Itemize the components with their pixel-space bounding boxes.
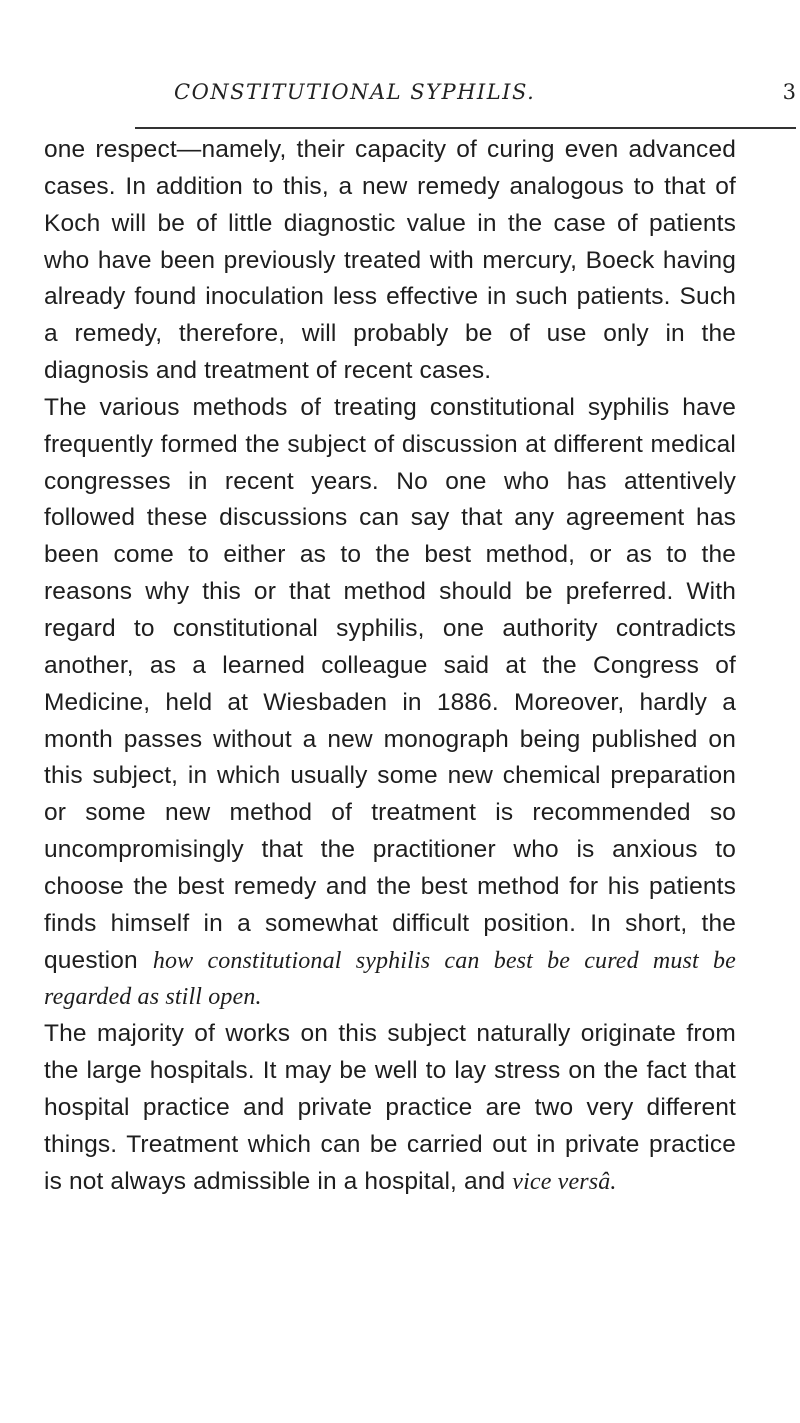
paragraph-3-italic-text: vice versâ. xyxy=(512,1168,617,1195)
header-rule xyxy=(135,127,796,129)
paragraph-3 xyxy=(44,1016,736,1200)
paragraph-3-text: The majority of works on this subject naturally originate from the large hospitals. It may be well to lay stress on the fact that hospital practice and private practice are two very different things. Treatment which can be carried out in private practice is not always admissible in a hospital, and xyxy=(44,1020,736,1195)
paragraph-2 xyxy=(44,390,736,1016)
running-title: CONSTITUTIONAL SYPHILIS. xyxy=(174,80,536,104)
paragraph-2-italic-text: how constitutional syphilis can best be cured must be regarded as still open. xyxy=(44,947,736,1011)
running-head xyxy=(136,80,796,114)
paragraph-2-text: The various methods of treating constitutional syphilis have frequently formed the subject of discussion at different medical congresses in recent years. No one who has attentively followed these discussions can say that any agreement has been come to either as to the best method, or as to the reasons why this or that method should be preferred. With regard to constitutional syphilis, one authority contradicts another, as a learned colleague said at the Congress of Medicine, held at Wiesbaden in 1886. Moreover, hardly a month passes without a new monograph being published on this subject, in which usually some new chemical preparation or some new method of treatment is recommended so uncompromisingly that the practitioner who is anxious to choose the best remedy and the best method for his patients finds himself in a somewhat difficult position. In short, the question xyxy=(44,393,736,974)
body-text xyxy=(44,132,736,1200)
page-number: 3 xyxy=(782,80,796,104)
paragraph-1-text: one respect—namely, their capacity of curing even advanced cases. In addition to this, a new remedy analogous to that of Koch will be of little diagnostic value in the case of patients who have been previously treated with mercury, Boeck having already found inoculation less effective in such patients. Such a remedy, therefore, will probably be of use only in the diagnosis and treatment of recent cases. xyxy=(44,136,736,385)
paragraph-1 xyxy=(44,132,736,390)
